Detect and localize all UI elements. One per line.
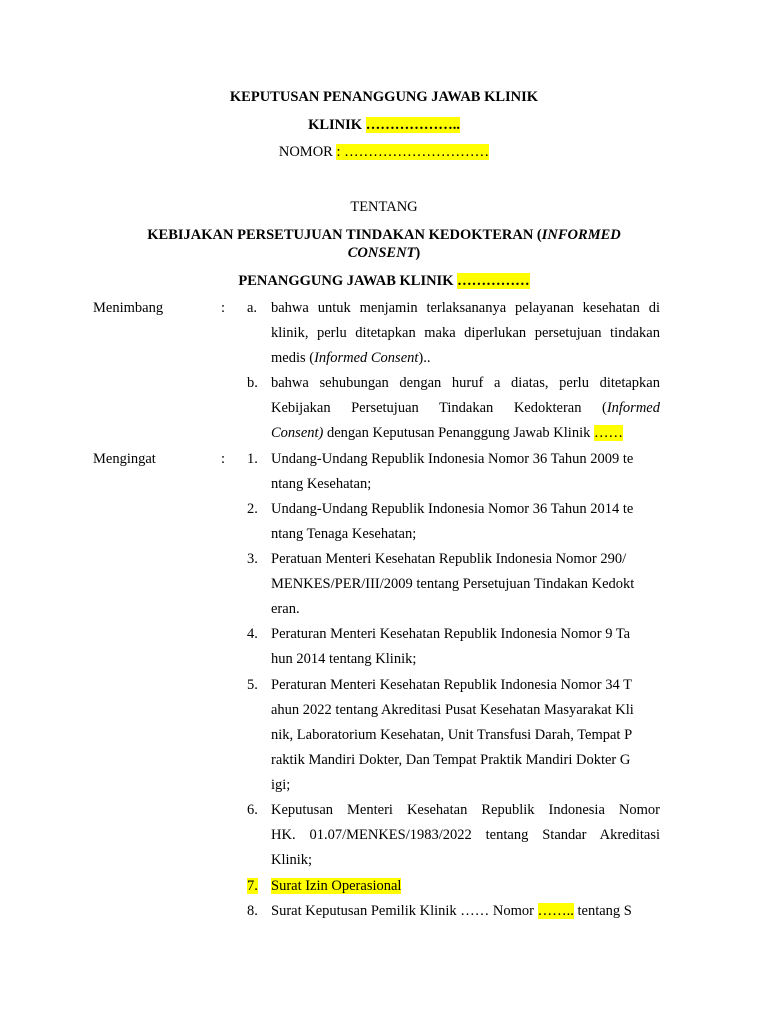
document-title: KEPUTUSAN PENANGGUNG JAWAB KLINIK [229,89,539,105]
mengingat-5-marker: 5. [247,677,258,693]
i8-text: Surat Keputusan Pemilik Klinik …… Nomor [271,903,538,919]
mengingat-5-line-4: raktik Mandiri Dokter, Dan Tempat Praktik Mandiri Dokter G [271,752,631,768]
i8-blank: …….. [537,903,574,919]
tentang-heading: TENTANG [350,199,418,215]
mengingat-5-line-2: ahun 2022 tentang Akreditasi Pusat Kesehatan Masyarakat Kli [271,702,634,718]
mengingat-1-marker: 1. [247,451,258,467]
mengingat-2-line-1: Undang-Undang Republik Indonesia Nomor 36 Tahun 2014 te [271,501,634,517]
klinik-line [0,116,768,134]
b3-italic: Consent) [271,425,324,441]
mengingat-colon: : [221,451,226,467]
pj-blank: …………… [457,273,530,289]
subject-line-2 [0,244,768,262]
mengingat-3-line-3: eran. [271,601,300,617]
subject-text-2: ) [415,245,421,261]
mengingat-4-marker: 4. [247,626,258,642]
menimbang-colon: : [221,300,226,316]
mengingat-3-marker: 3. [247,551,258,567]
mengingat-5-line-5: igi; [271,777,291,793]
m7-highlight: 7. [247,878,258,894]
penanggung-jawab-line [0,272,768,290]
menimbang-b-line-1: bahwa sehubungan dengan huruf a diatas, perlu ditetapkan [271,375,660,391]
nomor-label: NOMOR [278,144,337,160]
mengingat-1-line-2: ntang Kesehatan; [271,476,372,492]
menimbang-a-line-2: klinik, perlu ditetapkan maka diperlukan persetujuan tindakan [271,325,660,341]
a3-italic: Informed Consent [314,350,419,366]
mengingat-2-marker: 2. [247,501,258,517]
mengingat-5-line-1: Peraturan Menteri Kesehatan Republik Indonesia Nomor 34 T [271,677,632,693]
i7-highlight: Surat Izin Operasional [271,878,402,894]
mengingat-6-line-3: Klinik; [271,852,313,868]
menimbang-a-line-1: bahwa untuk menjamin terlaksananya pelayanan kesehatan di [271,300,660,316]
mengingat-8-line-1 [271,902,632,920]
klinik-label: KLINIK [308,117,366,133]
klinik-blank: ……………….. [365,117,460,133]
a3-text: medis ( [271,350,315,366]
menimbang-label: Menimbang [93,300,164,316]
subject-line-1 [0,226,768,244]
mengingat-5-line-3: nik, Laboratorium Kesehatan, Unit Transfusi Darah, Tempat P [271,727,633,743]
mengingat-8-marker: 8. [247,903,258,919]
menimbang-b-line-3 [271,424,623,442]
mengingat-1-line-1: Undang-Undang Republik Indonesia Nomor 36 Tahun 2009 te [271,451,634,467]
mengingat-3-line-2: MENKES/PER/III/2009 tentang Persetujuan Tindakan Kedokt [271,576,635,592]
mengingat-label: Mengingat [93,451,156,467]
mengingat-2-line-2: ntang Tenaga Kesehatan; [271,526,417,542]
mengingat-7-marker [247,877,258,895]
mengingat-4-line-2: hun 2014 tentang Klinik; [271,651,417,667]
b3-blank: …… [593,425,623,441]
b2-italic: Informed [606,400,660,416]
subject-italic-2: CONSENT [347,245,416,261]
mengingat-7-line-1 [271,877,401,895]
subject-text-1: KEBIJAKAN PERSETUJUAN TINDAKAN KEDOKTERAN ( [147,227,542,243]
menimbang-b-line-2 [271,399,660,417]
mengingat-4-line-1: Peraturan Menteri Kesehatan Republik Indonesia Nomor 9 Ta [271,626,631,642]
b2-text: Kebijakan Persetujuan Tindakan Kedokteran ( [271,400,607,416]
i8-end: tentang S [573,903,632,919]
a3-end: ).. [418,350,431,366]
mengingat-3-line-1: Peratuan Menteri Kesehatan Republik Indonesia Nomor 290/ [271,551,627,567]
nomor-blank: : ………………………… [336,144,490,160]
mengingat-6-line-2: HK. 01.07/MENKES/1983/2022 tentang Standar Akreditasi [271,827,660,843]
mengingat-6-marker: 6. [247,802,258,818]
menimbang-a-marker: a. [247,300,258,316]
mengingat-6-line-1: Keputusan Menteri Kesehatan Republik Indonesia Nomor [271,802,660,818]
menimbang-b-marker: b. [247,375,258,391]
menimbang-a-line-3 [271,349,431,367]
nomor-line [0,143,768,161]
pj-label: PENANGGUNG JAWAB KLINIK [238,273,458,289]
b3-text: dengan Keputusan Penanggung Jawab Klinik [323,425,594,441]
subject-italic-1: INFORMED [541,227,621,243]
